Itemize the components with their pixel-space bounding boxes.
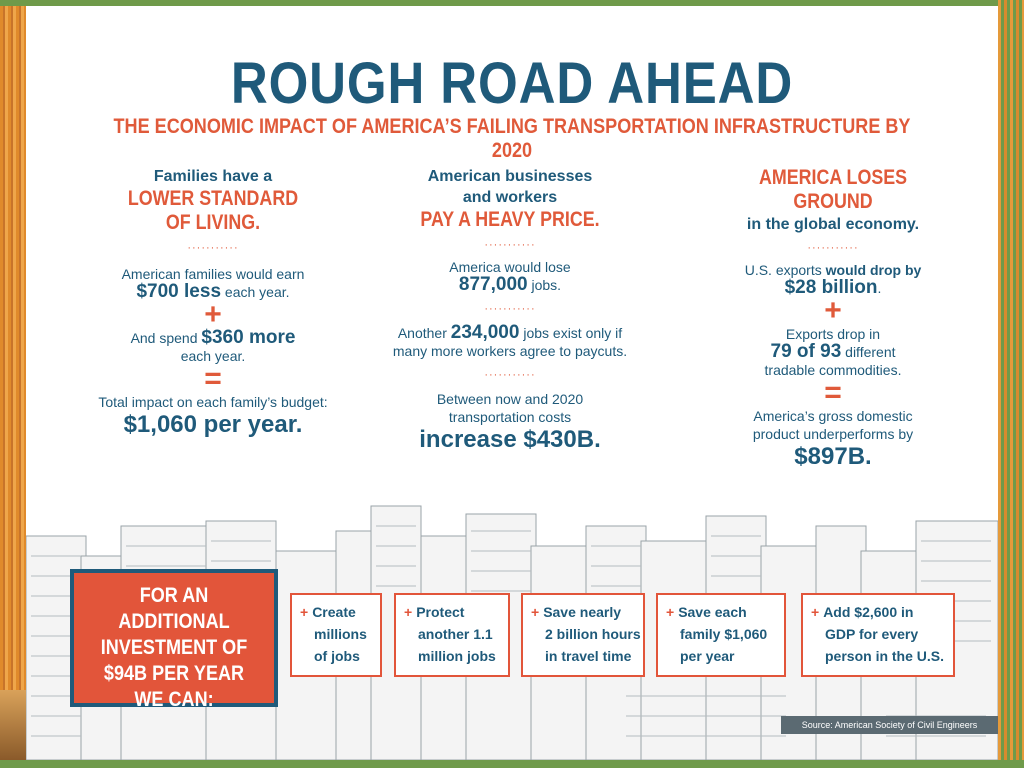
- col2-heading-main: PAY A HEAVY PRICE.: [420, 208, 600, 231]
- col1-heading-line1: LOWER STANDARD: [127, 187, 299, 210]
- infographic-panel: [26, 6, 998, 760]
- col1-line1-pre: American families would earn: [121, 266, 305, 282]
- plus-icon: +: [531, 604, 540, 620]
- benefit-add-gdp: [801, 593, 955, 677]
- equals-sign: =: [204, 362, 222, 395]
- col1-divider: ···········: [187, 242, 239, 254]
- col3-line1-pre: U.S. exports: [744, 262, 826, 278]
- col1-heading-top: Families have a: [153, 168, 273, 185]
- column-businesses: [384, 166, 636, 454]
- col2-line3-1: Between now and 2020: [436, 391, 584, 407]
- col3-line2-big: 79 of 93: [770, 341, 842, 362]
- invest-line3: $94B PER YEAR: [103, 662, 245, 685]
- plus-icon: +: [666, 604, 675, 620]
- col2-line1-post: jobs.: [527, 277, 562, 293]
- col1-line1-post: each year.: [221, 284, 290, 300]
- page-title: ROUGH ROAD AHEAD: [230, 51, 794, 116]
- benefit-save-time: [521, 593, 645, 677]
- col3-line3-2: product underperforms by: [752, 426, 914, 442]
- col2-line2-post: jobs exist only if: [519, 325, 623, 341]
- invest-line2: INVESTMENT OF: [100, 636, 248, 659]
- col1-total-value: $1,060 per year.: [123, 411, 303, 438]
- invest-line1: FOR AN ADDITIONAL: [118, 584, 230, 633]
- plus-icon: +: [404, 604, 413, 620]
- benefit-5-line3: person in the U.S.: [825, 648, 945, 664]
- col2-line1-big: 877,000: [458, 274, 528, 295]
- col2-line2-big: 234,000: [450, 322, 520, 343]
- col3-line2-post2: tradable commodities.: [764, 362, 902, 378]
- col3-line3-big: $897B.: [794, 443, 872, 470]
- col1-heading-line2: OF LIVING.: [165, 211, 261, 234]
- col1-line1-big: $700 less: [136, 281, 222, 302]
- benefit-1-line2: millions: [314, 626, 367, 642]
- col2-line2-post2: many more workers agree to paycuts.: [392, 343, 628, 359]
- plus-sign: +: [824, 294, 842, 327]
- benefit-5-line1: Add $2,600 in: [823, 604, 914, 620]
- benefit-4-line2: family $1,060: [680, 626, 768, 642]
- col2-line3-big: increase $430B.: [419, 426, 601, 453]
- source-credit: Source: American Society of Civil Engineers: [781, 716, 998, 734]
- benefit-2-line1: Protect: [416, 604, 465, 620]
- plus-icon: +: [811, 604, 820, 620]
- page-subtitle: THE ECONOMIC IMPACT OF AMERICA’S FAILING TRANSPORTATION INFRASTRUCTURE BY 2020: [113, 115, 911, 162]
- col3-line2-pre: Exports drop in: [785, 326, 881, 342]
- col1-line2-pre: And spend: [130, 330, 202, 346]
- col1-line2-big: $360 more: [201, 327, 296, 348]
- col3-heading-sub: in the global economy.: [746, 216, 920, 233]
- col2-line2-pre: Another: [397, 325, 451, 341]
- col2-heading-top-1: American businesses: [427, 168, 593, 185]
- col3-line1-mid: would drop by: [825, 262, 922, 278]
- col3-line2: [704, 343, 962, 361]
- benefit-1-line3: of jobs: [314, 648, 360, 664]
- investment-callout: [70, 569, 278, 711]
- column-global: [704, 166, 962, 471]
- benefit-1-line1: Create: [312, 604, 356, 620]
- col2-divider-1: ···········: [484, 239, 536, 251]
- col3-line2-post: different: [841, 344, 896, 360]
- column-families: [78, 166, 348, 439]
- col3-divider: ···········: [807, 242, 859, 254]
- benefit-5-line2: GDP for every: [825, 626, 919, 642]
- col2-divider-2: ···········: [484, 303, 536, 315]
- col2-line3-2: transportation costs: [448, 409, 572, 425]
- benefit-protect-jobs: [394, 593, 510, 677]
- benefit-4-line3: per year: [680, 648, 735, 664]
- col3-heading-main: AMERICA LOSES GROUND: [758, 166, 908, 213]
- plus-icon: +: [300, 604, 309, 620]
- benefit-3-line2: 2 billion hours: [545, 626, 641, 642]
- frame-left-stripes: [0, 0, 26, 768]
- frame-right-stripes: [998, 0, 1024, 768]
- col2-line1-pre: America would lose: [449, 259, 571, 275]
- col3-line1-post: .: [877, 280, 882, 296]
- col2-line1: [384, 276, 636, 294]
- col3-line1-big: $28 billion: [784, 277, 878, 298]
- plus-sign: +: [204, 298, 222, 331]
- equals-sign: =: [824, 376, 842, 409]
- col2-heading-top-2: and workers: [462, 189, 558, 206]
- benefit-save-family: [656, 593, 786, 677]
- benefit-create-jobs: [290, 593, 382, 677]
- benefit-2-line3: million jobs: [418, 648, 496, 664]
- benefit-2-line2: another 1.1: [418, 626, 493, 642]
- col2-line2: [384, 324, 636, 342]
- col1-line2-post: each year.: [180, 348, 246, 364]
- benefit-3-line3: in travel time: [545, 648, 632, 664]
- benefit-4-line1: Save each: [678, 604, 747, 620]
- col3-line3-1: America’s gross domestic: [753, 408, 913, 424]
- col1-total-label: Total impact on each family’s budget:: [98, 394, 328, 410]
- frame-bottom: [0, 760, 1024, 768]
- col1-line2: [78, 329, 348, 347]
- col2-divider-3: ···········: [484, 369, 536, 381]
- invest-line4: WE CAN:: [134, 688, 214, 711]
- benefit-3-line1: Save nearly: [543, 604, 622, 620]
